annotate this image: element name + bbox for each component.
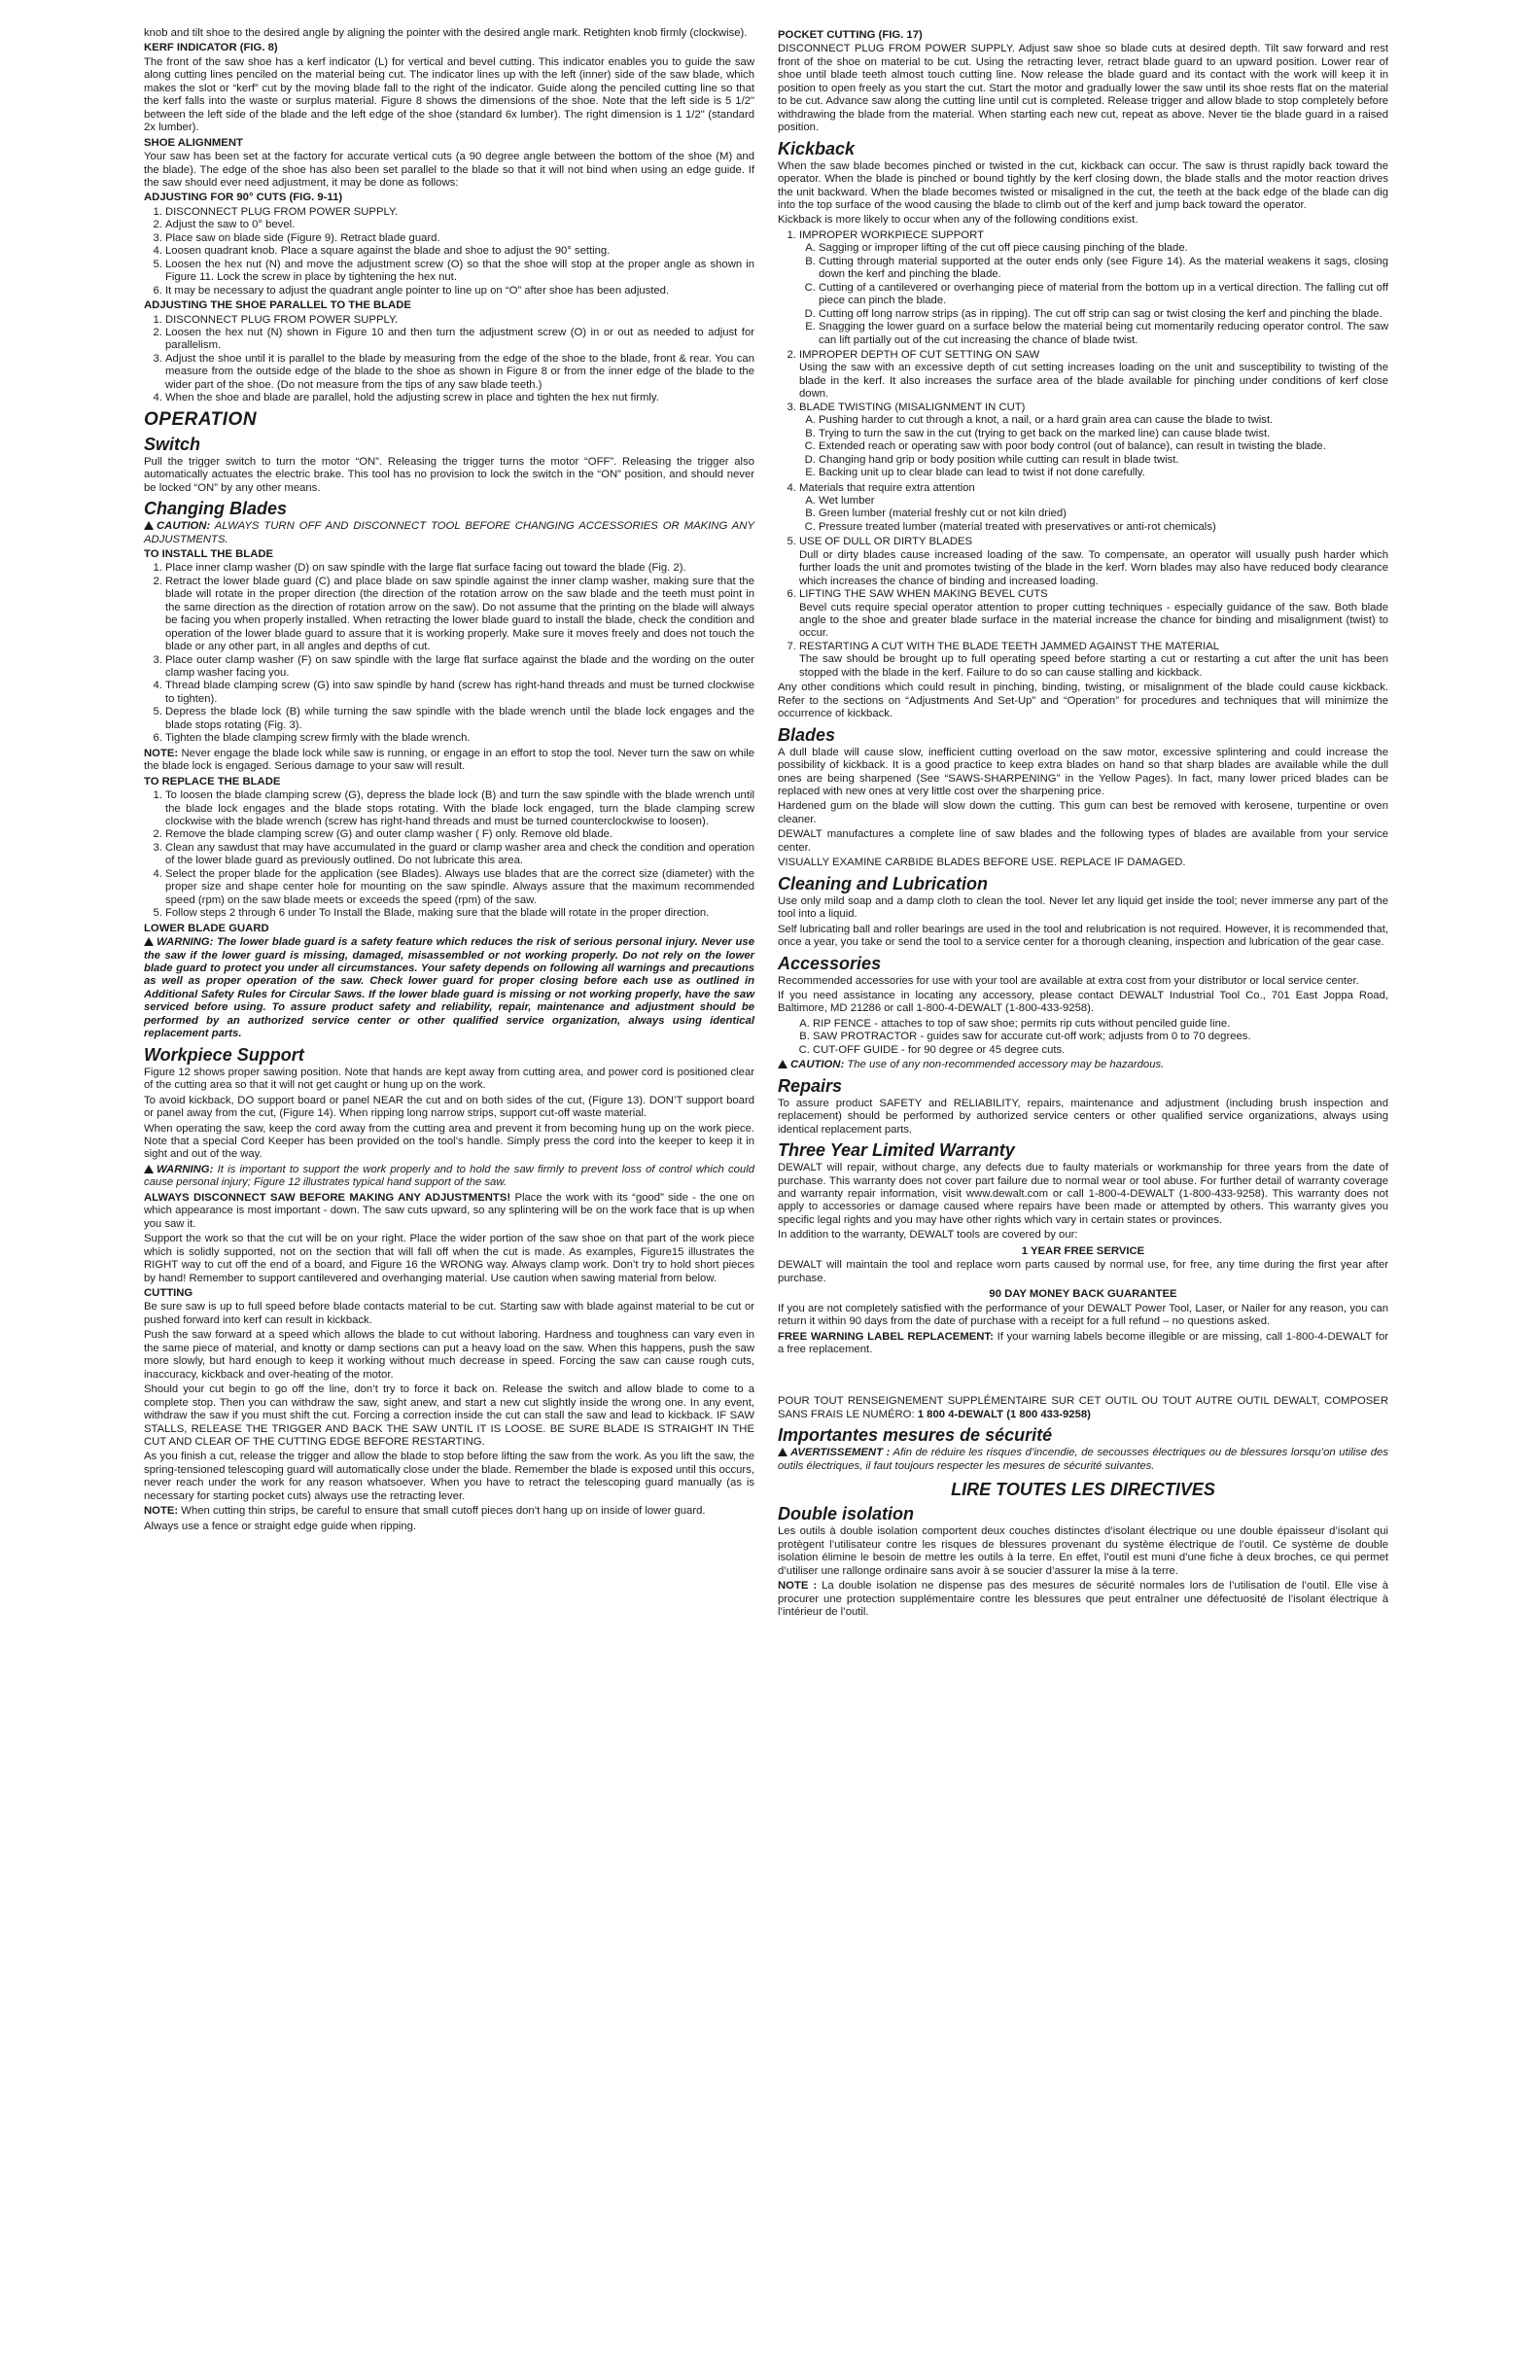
repairs-text: To assure product SAFETY and RELIABILITY, repairs, maintenance and adjustment (including brush inspection and replacement) should be performed by authorized service centers or other qualified service organizations, always using identical replacement parts. [778,1097,1388,1136]
caution-tag: CAUTION: [790,1059,845,1071]
warning-triangle-icon [144,521,154,530]
note-tag: NOTE: [144,1505,179,1518]
cleaning-text-2: Self lubricating ball and roller bearings are used in the tool and relubrication is not required. However, it is recommended that, once a year, you take or send the tool to a service center for a thorough cleaning, inspection and lubrication of the gear case. [778,923,1388,949]
replace-heading: TO REPLACE THE BLADE [144,775,281,788]
workpiece-text-4 [144,1192,754,1231]
list-item: A. Sagging or improper lifting of the cut off piece causing pinching of the blade. [819,242,1388,255]
list-item [799,482,1388,535]
fr-read-all-heading: LIRE TOUTES LES DIRECTIVES [951,1480,1215,1500]
warning-tag: WARNING: [157,936,214,949]
list-item: 6. It may be necessary to adjust the quadrant angle pointer to line up on “O” after shoe has been adjusted. [165,285,754,298]
list-item [799,229,1388,347]
workpiece-warning [144,1164,754,1190]
note-tag: NOTE : [778,1580,818,1592]
blades-text-1: A dull blade will cause slow, inefficient cutting overload on the saw motor, excessive splintering and could increase the possibility of kickback. It is a good practice to keep extra blades on hand so that sharp blades are available while the dull ones are being sharpened (See “SAWS-SHARPENING” in the Yellow Pages). In fact, many lower priced blades can be replaced with new ones at very little cost over the sharpening price. [778,746,1388,798]
warning-tag: WARNING: [157,1163,214,1175]
adj90-list [144,206,754,298]
caution-text: The use of any non-recommended accessory may be hazardous. [847,1059,1165,1071]
fr-note [778,1580,1388,1619]
install-list [144,562,754,745]
cutting-text-4: As you finish a cut, release the trigger and allow the blade to stop before lifting the saw from the work. As you lift the saw, the spring-tensioned telescoping guard will automatically close under the blade. Remember the blade is exposed until this occurs, never reach under the work for any reason whatsoever. When you have to retract the telescoping guard manually (as is necessary for starting pocket cuts) always use the retracting lever. [144,1451,754,1502]
list-item: C. Pressure treated lumber (material treated with preservatives or anti-rot chemicals) [819,521,1388,534]
fr-double-text: Les outils à double isolation comportent deux couches distinctes d’isolant électrique ou une double épaisseur d’isolant qui protègent l’utilisateur contre les risques de blessures provenant du système électrique de l’outil. Ce système de double isolation élimine le besoin de mettre les outils à la terre. En effet, l’outil est muni d’une fiche à deux broches, ce qui permet d’utiliser une rallonge ordinaire sans avoir à se soucier d’assurer la mise à la terre. [778,1525,1388,1577]
adj90-heading: ADJUSTING FOR 90° CUTS (FIG. 9-11) [144,192,343,204]
list-item: A. RIP FENCE - attaches to top of saw shoe; permits rip cuts without penciled guide line. [813,1018,1388,1031]
workpiece-text-3: When operating the saw, keep the cord away from the cutting area and prevent it from becoming hung up on the work piece. Note that a special Cord Keeper has been provided on the tool’s handle. Simply press the cord into the keeper to keep it in sight and out of the way. [144,1122,754,1161]
warranty-text-2: In addition to the warranty, DEWALT tools are covered by our: [778,1229,1078,1242]
kickback-text-1: When the saw blade becomes pinched or twisted in the cut, kickback can occur. The saw is thrust rapidly back toward the operator. When the blade is pinched or bound tightly by the kerf closing down, the blade stalls and the motor reaction drives the unit backward. When the blade becomes twisted or misaligned in the cut, the teeth at the back edge of the blade can dig into the top surface of the wood causing the blade to climb out of the kerf and jump back toward the operator. [778,159,1388,211]
list-item: 4. Loosen quadrant knob. Place a square against the blade and shoe to adjust the 90° setting. [165,245,754,258]
switch-heading: Switch [144,434,201,454]
list-item: 3. Place saw on blade side (Figure 9). Retract blade guard. [165,232,754,245]
condition-text: Using the saw with an excessive depth of cut setting increases loading on the unit and susceptibility to twisting of the blade in the kerf. It also increases the surface area of the blade available for pinching under conditions of kerf close down. [799,362,1388,401]
warranty-heading: Three Year Limited Warranty [778,1140,1015,1161]
cutting-text-1: Be sure saw is up to full speed before blade contacts material to be cut. Starting saw with blade against material to be cut or pushed forward into kerf can result in kickback. [144,1301,754,1326]
sub-list [799,414,1388,479]
repairs-heading: Repairs [778,1075,843,1096]
list-item: B. Trying to turn the saw in the cut (trying to get back on the marked line) can cause blade twist. [819,428,1388,440]
sub-list [799,495,1388,534]
list-item: 4. Select the proper blade for the application (see Blades). Always use blades that are the correct size (diameter) with the proper size and shape center hole for mounting on the saw spindle. Always assure that the maximum recommended speed (rpm) on the saw blade meets or exceeds the speed (rpm) of the saw. [165,868,754,907]
disconnect-lead: ALWAYS DISCONNECT SAW BEFORE MAKING ANY ADJUSTMENTS! [144,1191,511,1204]
list-item [799,402,1388,480]
blades-text-4: VISUALLY EXAMINE CARBIDE BLADES BEFORE USE. REPLACE IF DAMAGED. [778,857,1186,869]
condition-title: 1. IMPROPER WORKPIECE SUPPORT [799,228,984,241]
list-item [799,641,1388,680]
list-item: A. Pushing harder to cut through a knot, a nail, or a hard grain area can cause the blade to twist. [819,414,1388,427]
condition-text: The saw should be brought up to full operating speed before starting a cut or restarting a cut after the unit has been stopped with the blade in the kerf. Failure to do so can cause stalling and kickback. [799,653,1388,679]
list-item: 5. Depress the blade lock (B) while turning the saw spindle with the blade wrench until the blade lock engages and the blade stops rotating (Fig. 3). [165,706,754,732]
blades-text-3: DEWALT manufactures a complete line of saw blades and the following types of blades are available from your service center. [778,828,1388,854]
list-item: D. Changing hand grip or body position while cutting can result in blade twist. [819,454,1388,467]
note-text: Never engage the blade lock while saw is running, or engage in an effort to stop the tool. Never turn the saw on while the blade lock is engaged. Serious damage to your saw will result. [144,747,754,773]
replace-list [144,789,754,921]
free-service-heading: 1 YEAR FREE SERVICE [1021,1244,1145,1257]
kerf-text: The front of the saw shoe has a kerf indicator (L) for vertical and bevel cutting. This indicator enables you to guide the saw along cutting lines penciled on the material being cut. The indicator lines up with the left (inner) side of the saw blade, which makes the slot or “kerf” cut by the moving blade fall to the right of the indicator. Guide along the penciled cutting line so that the kerf falls into the waste or surplus material. Figure 8 shows the dimensions of the shoe. Note that the left side is 5 1/2" between the left side of the blade and the left edge of the shoe (standard 6x lumber). The right dimension is 1 1/2" (standard 2x lumber). [144,55,754,134]
list-item: 1. DISCONNECT PLUG FROM POWER SUPPLY. [165,206,754,219]
cleaning-text-1: Use only mild soap and a damp cloth to clean the tool. Never let any liquid get inside the tool; never immerse any part of the tool into a liquid. [778,894,1388,921]
condition-text: Dull or dirty blades cause increased loading of the saw. To compensate, an operator will usually push harder which further loads the unit and promotes twisting of the blade in the kerf. Worn blades may also have reduced body clearance which increases the chance of binding and increased loading. [799,548,1388,587]
free-service-text: DEWALT will maintain the tool and replace worn parts caused by normal use, for free, any time during the first year after purchase. [778,1259,1388,1284]
parallel-heading: ADJUSTING THE SHOE PARALLEL TO THE BLADE [144,299,411,312]
fr-intro-text: POUR TOUT RENSEIGNEMENT SUPPLÉMENTAIRE SUR CET OUTIL OU TOUT AUTRE OUTIL DEWALT, COMPOSER SANS FRAIS LE NUMÉRO: [778,1395,1388,1420]
shoe-heading: SHOE ALIGNMENT [144,136,243,149]
pocket-heading: POCKET CUTTING (FIG. 17) [778,29,923,41]
list-item: C. Extended reach or operating saw with poor body control (out of balance), can result in twisting the blade. [819,440,1388,453]
changing-caution [144,520,754,546]
accessories-heading: Accessories [778,953,882,973]
accessories-caution [778,1059,1388,1071]
label-replacement [778,1331,1388,1357]
right-column [778,27,1388,1621]
list-item: 2. Adjust the saw to 0° bevel. [165,219,754,231]
list-item: D. Cutting off long narrow strips (as in ripping). The cut off strip can sag or twist closing the kerf and pinching the blade. [819,308,1388,321]
condition-title: 7. RESTARTING A CUT WITH THE BLADE TEETH JAMMED AGAINST THE MATERIAL [799,640,1220,652]
fr-safety-heading: Importantes mesures de sécurité [778,1425,1053,1446]
accessories-list [778,1018,1388,1057]
list-item: A. Wet lumber [819,495,1388,508]
money-back-text: If you are not completely satisfied with the performance of your DEWALT Power Tool, Laser, or Nailer for any reason, you can return it within 90 days from the date of purchase with a receipt for a full refund – no questions asked. [778,1302,1388,1328]
condition-title: 2. IMPROPER DEPTH OF CUT SETTING ON SAW [799,348,1040,361]
label-text: If your warning labels become illegible or are missing, call 1-800-4-DEWALT for a free replacement. [778,1330,1388,1355]
label-lead: FREE WARNING LABEL REPLACEMENT: [778,1330,994,1343]
kickback-conditions-list [778,229,1388,680]
operation-heading: OPERATION [144,408,258,430]
list-item: 4. When the shoe and blade are parallel, hold the adjusting screw in place and tighten the hex nut firmly. [165,392,754,404]
install-note [144,748,754,774]
list-item: 5. Loosen the hex nut (N) and move the adjustment screw (O) so that the shoe will stop at the proper angle as shown in Figure 11. Lock the screw in place by tightening the hex nut. [165,259,754,285]
intro-text: knob and tilt shoe to the desired angle by aligning the pointer with the desired angle mark. Retighten knob firmly (clockwise). [144,27,748,39]
blades-heading: Blades [778,724,836,745]
condition-title: 6. LIFTING THE SAW WHEN MAKING BEVEL CUTS [799,588,1048,601]
kerf-heading: KERF INDICATOR (FIG. 8) [144,42,278,54]
warning-triangle-icon [144,937,154,946]
list-item: 6. Tighten the blade clamping screw firmly with the blade wrench. [165,732,754,745]
cutting-heading: CUTTING [144,1286,193,1299]
blades-text-2: Hardened gum on the blade will slow down the cutting. This gum can best be removed with kerosene, turpentine or oven cleaner. [778,800,1388,825]
warning-text: It is important to support the work properly and to hold the saw firmly to prevent loss of control which could cause personal injury; Figure 12 illustrates typical hand support of the saw. [144,1163,754,1189]
workpiece-text-2: To avoid kickback, DO support board or panel NEAR the cut and on both sides of the cut, (Figure 13). DON’T support board or panel away from the cut, (Figure 14). When ripping long narrow strips, support cut-off waste material. [144,1094,754,1120]
warning-triangle-icon [144,1165,154,1173]
list-item: B. SAW PROTRACTOR - guides saw for accurate cut-off work; adjusts from 0 to 70 degrees. [813,1031,1388,1043]
parallel-list [144,314,754,405]
cleaning-heading: Cleaning and Lubrication [778,873,989,893]
condition-text: Bevel cuts require special operator attention to proper cutting techniques - especially guidance of the saw. Both blade angle to the shoe and greater blade surface in the material increase the chance for binding and misalignment (twist) to occur. [799,601,1388,640]
kickback-heading: Kickback [778,138,856,158]
lower-guard-warning [144,936,754,1041]
list-item: 4. Thread blade clamping screw (G) into saw spindle by hand (screw has right-hand threads and must be turned clockwise to tighten). [165,680,754,706]
list-item: 2. Remove the blade clamping screw (G) and outer clamp washer ( F) only. Remove old blade. [165,828,754,841]
pocket-text: DISCONNECT PLUG FROM POWER SUPPLY. Adjust saw shoe so blade cuts at desired depth. Tilt saw forward and rest front of the shoe on material to be cut. Using the retracting lever, retract blade guard to an upward position. Lower rear of shoe until blade teeth almost touch cutting line. Now release the blade guard and its contact with the work will keep it in position to open freely as you start the cut. Start the motor and gradually lower the saw until its shoe rests flat on the material to be cut. Advance saw along the cutting line until cut is completed. Release trigger and allow blade to stop completely before withdrawing the blade from the material. When starting each new cut, repeat as above. Never tie the blade guard in a raised position. [778,43,1388,134]
condition-title: 5. USE OF DULL OR DIRTY BLADES [799,536,973,548]
kickback-text-2: Kickback is more likely to occur when any of the following conditions exist. [778,214,1138,227]
list-item: 2. Retract the lower blade guard (C) and place blade on saw spindle against the inner clamp washer, making sure that the blade will rotate in the proper direction (the direction of the rotation arrow on the saw blade and the teeth must point in the same direction as the direction of rotation arrow on the saw). Do not assume that the printing on the blade will always be facing you when properly installed. When retracting the lower blade guard to install the blade, check the condition and operation of the lower blade guard to assure that it is working properly. Make sure it moves freely and does not touch the blade or any other part, in all angles and depths of cut. [165,576,754,654]
warning-tag: AVERTISSEMENT : [790,1447,891,1459]
note-text: When cutting thin strips, be careful to ensure that small cutoff pieces don’t hang up on inside of lower guard. [181,1505,706,1518]
condition-title: 4. Materials that require extra attention [799,481,975,494]
list-item: E. Snagging the lower guard on a surface below the material being cut momentarily reducing operator control. The saw can lift partially out of the cut increasing the chance of blade twist. [819,321,1388,347]
list-item: E. Backing unit up to clear blade can lead to twist if not done carefully. [819,467,1388,479]
fr-warning [778,1447,1388,1473]
note-tag: NOTE: [144,747,179,759]
fr-phone: 1 800 4-DEWALT (1 800 433-9258) [917,1408,1091,1420]
left-column [144,27,754,1535]
list-item: 3. Clean any sawdust that may have accumulated in the guard or clamp washer area and check the condition and operation of the lower blade guard as previously outlined. Do not lubricate this area. [165,842,754,868]
workpiece-text-5: Support the work so that the cut will be on your right. Place the wider portion of the saw shoe on that part of the work piece which is solidly supported, not on the section that will fall off when the cut is made. As examples, Figure15 illustrates the RIGHT way to cut off the end of a board, and Figure 16 the WRONG way. Always clamp work. Don’t try to hold short pieces by hand! Remember to support cantilevered and overhanging material. Use caution when sawing material from below. [144,1233,754,1284]
caution-text: ALWAYS TURN OFF AND DISCONNECT TOOL BEFORE CHANGING ACCESSORIES OR MAKING ANY ADJUSTMENTS. [144,520,754,545]
list-item: 1. DISCONNECT PLUG FROM POWER SUPPLY. [165,314,754,327]
cutting-text-2: Push the saw forward at a speed which allows the blade to cut without laboring. Hardness and toughness can vary even in the same piece of material, and knotty or damp sections can put a heavy load on the saw. When this happens, push the saw more slowly, but hard enough to keep it working without much decrease in speed. Forcing the saw can cause rough cuts, inaccuracy, kickback and over-heating of the motor. [144,1329,754,1381]
list-item: 3. Place outer clamp washer (F) on saw spindle with the large flat surface against the blade and the wording on the outer clamp washer facing you. [165,654,754,681]
condition-title: 3. BLADE TWISTING (MISALIGNMENT IN CUT) [799,401,1026,413]
cutting-text-5: Always use a fence or straight edge guide when ripping. [144,1520,417,1532]
list-item: B. Cutting through material supported at the outer ends only (see Figure 14). As the material weakens it sags, closing down the kerf and pinching the blade. [819,256,1388,282]
warning-triangle-icon [778,1060,788,1068]
fr-intro [778,1395,1388,1421]
list-item: 1. Place inner clamp washer (D) on saw spindle with the large flat surface facing out toward the blade (Fig. 2). [165,562,754,575]
list-item [799,349,1388,402]
accessories-text-2: If you need assistance in locating any accessory, please contact DEWALT Industrial Tool Co., 701 East Joppa Road, Baltimore, MD 21286 or call 1-800-4-DEWALT (1-800-433-9258). [778,990,1388,1015]
note-text: La double isolation ne dispense pas des mesures de sécurité normales lors de l’utilisation de l’outil. Elle vise à procurer une protection supplémentaire contre les blessures que peut entraîner une défectuosité de l’isolant électrique à l’intérieur de l’outil. [778,1580,1388,1618]
money-back-heading: 90 DAY MONEY BACK GUARANTEE [989,1288,1177,1301]
workpiece-text-4-body: Place the work with its “good” side - the one on which appearance is most important - down. The saw cuts upward, so any splintering will be on the work face that is up when you saw it. [144,1191,754,1230]
switch-text: Pull the trigger switch to turn the motor “ON”. Releasing the trigger turns the motor “OFF”. Releasing the trigger also automatically actuates the electric brake. This tool has no provision to lock the switch in the “ON” position, and should never be locked “ON” by any other means. [144,455,754,494]
list-item [799,588,1388,641]
list-item: 2. Loosen the hex nut (N) shown in Figure 10 and then turn the adjustment screw (O) in or out as needed to adjust for parallelism. [165,327,754,353]
fr-double-heading: Double isolation [778,1504,915,1524]
caution-tag: CAUTION: [157,520,211,533]
changing-blades-heading: Changing Blades [144,499,288,519]
lower-guard-heading: LOWER BLADE GUARD [144,922,269,934]
cutting-note [144,1505,754,1518]
cutting-text-3: Should your cut begin to go off the line, don’t try to force it back on. Release the switch and allow blade to come to a complete stop. Then you can withdraw the saw, sight anew, and start a new cut slightly inside the wrong one. In any event, withdraw the saw if you must shift the cut. Forcing a correction inside the cut can stall the saw and lead to kickback. IF SAW STALLS, RELEASE THE TRIGGER AND BACK THE SAW UNTIL IT IS LOOSE. BE SURE BLADE IS STRAIGHT IN THE CUT AND CLEAR OF THE CUTTING EDGE BEFORE RESTARTING. [144,1383,754,1448]
shoe-text: Your saw has been set at the factory for accurate vertical cuts (a 90 degree angle between the bottom of the shoe (M) and the blade). The edge of the shoe has also been set parallel to the blade so that it will not bind when using an edge guide. If the saw should ever need adjustment, it may be done as follows: [144,151,754,189]
install-heading: TO INSTALL THE BLADE [144,547,274,560]
list-item [799,536,1388,588]
list-item: 3. Adjust the shoe until it is parallel to the blade by measuring from the edge of the shoe to the blade, front & rear. You can measure from the outside edge of the blade to the shoe as shown in Figure 8 or from the inner edge of the blade to the wider part of the shoe. (Do not measure from the tips of any saw blade teeth.) [165,353,754,392]
list-item: 5. Follow steps 2 through 6 under To Install the Blade, making sure that the blade will rotate in the proper direction. [165,907,754,920]
warning-text: The lower blade guard is a safety feature which reduces the risk of serious personal injury. Never use the saw if the lower guard is missing, damaged, misassembled or not working properly. Do not rely on the lower blade guard to protect you under all circumstances. Your safety depends on following all warnings and precautions as well as proper operation of the saw. Check lower guard for proper closing before each use as outlined in Additional Safety Rules for Circular Saws. If the lower blade guard is missing or not working properly, have the saw serviced before using. To assure product safety and reliability, repair, maintenance and adjustment should be performed by an authorized service center or other qualified service organization, always using identical replacement parts. [144,936,754,1040]
workpiece-heading: Workpiece Support [144,1044,304,1065]
list-item: 1. To loosen the blade clamping screw (G), depress the blade lock (B) and turn the saw spindle with the blade wrench until the blade lock engages and the blade stops rotating. With the blade lock engaged, turn the blade clamping screw clockwise with the blade wrench (screw has right-hand threads and must be turned counterclockwise to loosen). [165,789,754,828]
warranty-text-1: DEWALT will repair, without charge, any defects due to faulty materials or workmanship for three years from the date of purchase. This warranty does not cover part failure due to normal wear or tool abuse. For further detail of warranty coverage and warranty repair information, visit www.dewalt.com or call 1-800-4-DEWALT (1-800-433-9258). This warranty does not apply to accessories or damage caused where repairs have been made or attempted by others. This warranty gives you specific legal rights and you may have other rights which vary in certain states or provinces. [778,1162,1388,1226]
list-item: B. Green lumber (material freshly cut or not kiln dried) [819,508,1388,520]
list-item: C. CUT-OFF GUIDE - for 90 degree or 45 degree cuts. [813,1044,1388,1057]
warning-triangle-icon [778,1448,788,1456]
workpiece-text-1: Figure 12 shows proper sawing position. Note that hands are kept away from cutting area, and power cord is positioned clear of the cutting area so that it will not get caught or hung up on the work. [144,1066,754,1092]
warning-text: Afin de réduire les risques d’incendie, de secousses électriques ou de blessures lorsqu’on utilise des outils électriques, il faut toujours respecter les mesures de sécurité suivantes. [778,1447,1388,1472]
sub-list [799,242,1388,347]
kickback-text-3: Any other conditions which could result in pinching, binding, twisting, or misalignment of the blade could cause kickback. Refer to the sections on “Adjustments And Set-Up” and “Operation” for procedures and techniques that will minimize the occurrence of kickback. [778,682,1388,720]
accessories-text-1: Recommended accessories for use with your tool are available at extra cost from your distributor or local service center. [778,974,1359,987]
list-item: C. Cutting of a cantilevered or overhanging piece of material from the bottom up in a vertical direction. The falling cut off piece can pinch the blade. [819,282,1388,308]
